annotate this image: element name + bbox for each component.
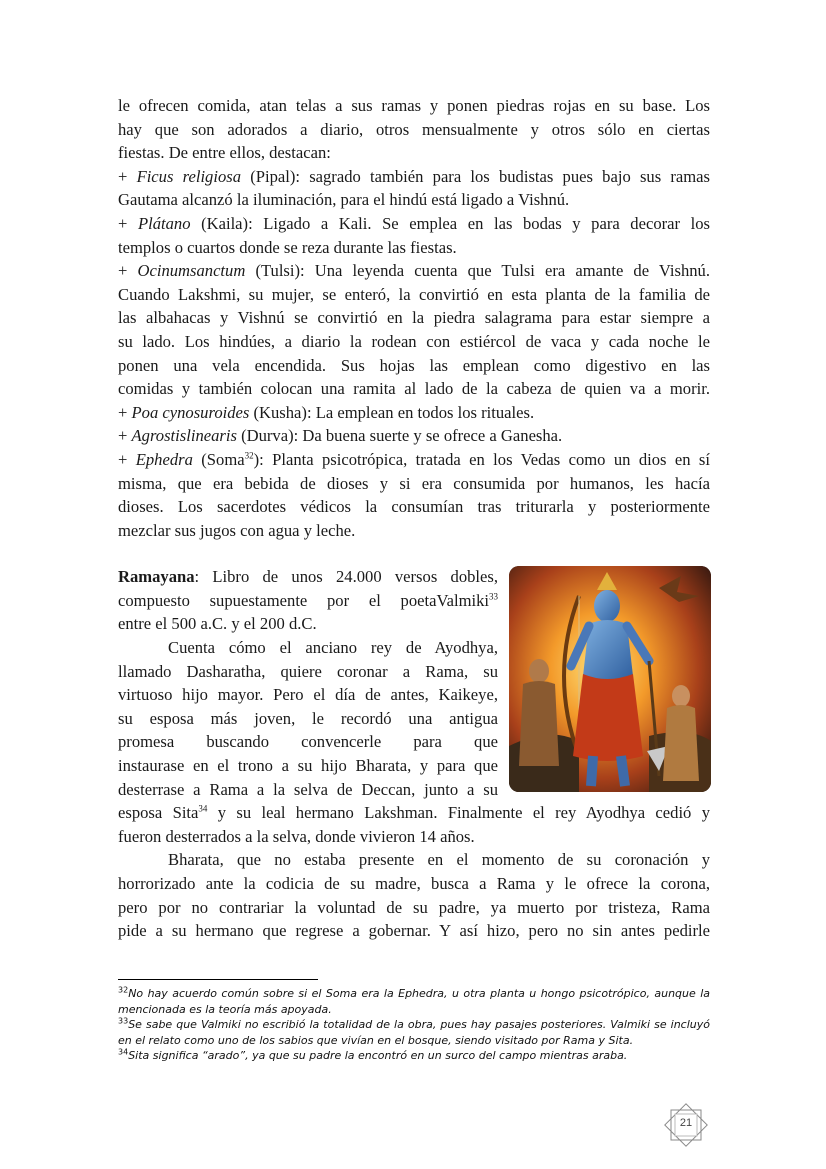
footnote-ref[interactable]: 33 [489, 591, 498, 602]
text-line: llamado Dasharatha, quiere coronar a Rama, su [118, 661, 498, 681]
text-line: su esposa más joven, le recordó una antigua [118, 708, 498, 728]
footnote-34: $^{34}$Sita significa “arado”, ya que su padre la encontró en un surco del campo mientras araba. [118, 1047, 628, 1062]
text-line: entre el 500 a.C. y el 200 d.C. [118, 614, 317, 634]
text-line: pide a su hermano que regrese a gobernar. Y así hizo, pero no sin antes pedirle [118, 921, 710, 941]
ramayana-title: Ramayana [118, 567, 195, 587]
page-number [661, 1100, 711, 1150]
text-line: templos o cuartos donde se reza durante las fiestas. [118, 237, 457, 257]
text-line: pero por no contrariar la voluntad de su padre, ya muerto por tristeza, Rama [118, 897, 710, 917]
text-line: Bharata, que no estaba presente en el momento de su coronación y [168, 850, 710, 870]
rama-illustration-icon [509, 566, 711, 792]
text-line: comidas y también colocan una ramita al lado de la cabeza de quien va a morir. [118, 379, 710, 399]
text-line: dioses. Los sacerdotes védicos la consumían tras triturarla y posteriormente [118, 497, 710, 517]
page-number-text: 21 [679, 1117, 693, 1129]
rama-illustration [509, 566, 711, 792]
text-line: virtuoso hijo mayor. Pero el día de antes, Kaikeye, [118, 685, 498, 705]
plant-entry-platano: + Plátano (Kaila): Ligado a Kali. Se emplea en las bodas y para decorar los [118, 213, 710, 233]
text-line: Ramayana: Libro de unos 24.000 versos dobles, [118, 567, 498, 587]
plant-entry-ephedra: + Ephedra (Soma$^{32}$): Planta psicotrópica, tratada en los Vedas como un dios en sí [118, 449, 710, 469]
text-line: hay que son adorados a diario, otros mensualmente y otros sólo en ciertas [118, 119, 710, 139]
text-line: su lado. Los hindúes, a diario la rodean con estiércol de vaca y cada noche le [118, 331, 710, 351]
text-line: mezclar sus jugos con agua y leche. [118, 520, 356, 540]
footnote-32: $^{32}$No hay acuerdo común sobre si el Soma era la Ephedra, u otra planta u hongo psicotrópico, aunque la mencionada es la teoría más apoyada. [118, 985, 710, 1016]
footnote-divider [118, 979, 318, 980]
text-line: instaurase en el trono a su hijo Bharata, y para que [118, 756, 498, 776]
text-line: fueron desterrados a la selva, donde vivieron 14 años. [118, 826, 475, 846]
text-line: compuesto supuestamente por el poetaValmiki$^{33}$ [118, 590, 498, 610]
plant-entry-kusha: + Poa cynosuroides (Kusha): La emplean en todos los rituales. [118, 402, 535, 422]
page-body [118, 94, 710, 943]
text-line: Cuando Lakshmi, su mujer, se enteró, la convirtió en esta planta de la familia de [118, 284, 710, 304]
text-line: esposa Sita$^{34}$ y su leal hermano Lakshman. Finalmente el rey Ayodhya cedió y [118, 803, 710, 823]
footnote-ref[interactable]: 34 [198, 803, 208, 814]
text-line: promesa buscando convencerle para que [118, 732, 498, 752]
footnotes [118, 986, 710, 1064]
text-line: Gautama alcanzó la iluminación, para el hindú está ligado a Vishnú. [118, 190, 570, 210]
text-line: fiestas. De entre ellos, destacan: [118, 143, 331, 163]
plant-entry-tulsi: + Ocinumsanctum (Tulsi): Una leyenda cuenta que Tulsi era amante de Vishnú. [118, 261, 710, 281]
plant-entry-durva: + Agrostislinearis (Durva): Da buena suerte y se ofrece a Ganesha. [118, 426, 563, 446]
footnote-ref[interactable]: 32 [244, 450, 254, 461]
footnote-33: $^{33}$Se sabe que Valmiki no escribió la totalidad de la obra, pues hay pasajes posteriores. Valmiki se incluyó en el relato como uno de los sabios que vivían en el bosque, siendo visitado por Rama y Sita. [118, 1016, 710, 1047]
text-line: Cuenta cómo el anciano rey de Ayodhya, [168, 638, 498, 658]
text-line: misma, que era bebida de dioses y si era consumida por humanos, les hacía [118, 473, 710, 493]
text-line: desterrase a Rama a la selva de Deccan, junto a su [118, 779, 498, 799]
top-paragraph [118, 94, 710, 542]
text-line: ponen una vela encendida. Sus hojas las emplean como digestivo en las [118, 355, 710, 375]
ramayana-section [118, 565, 710, 943]
text-line: horrorizado ante la codicia de su madre, busca a Rama y le ofrece la corona, [118, 874, 710, 893]
text-line: las albahacas y Vishnú se convirtió en la piedra salagrama para estar siempre a [118, 308, 710, 328]
plant-entry-ficus: + Ficus religiosa (Pipal): sagrado también para los budistas pues bajo sus ramas [118, 166, 710, 186]
text-line: le ofrecen comida, atan telas a sus ramas y ponen piedras rojas en su base. Los [118, 96, 710, 115]
